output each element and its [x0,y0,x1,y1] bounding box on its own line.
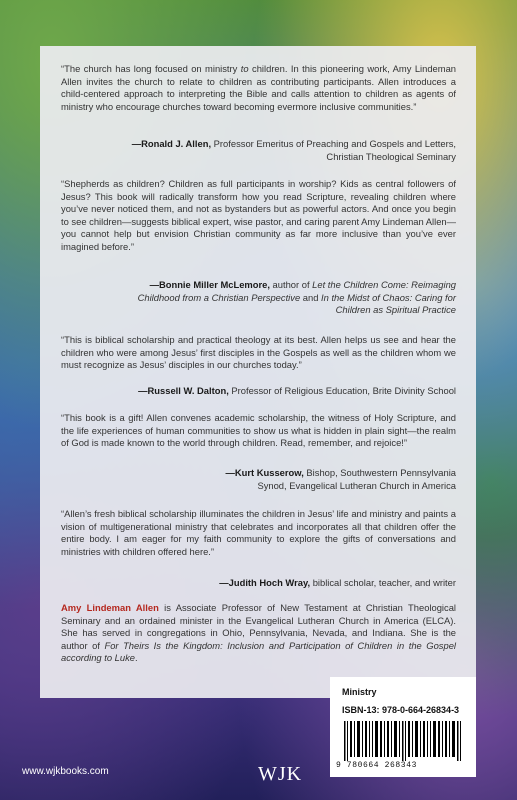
publisher-website: www.wjkbooks.com [22,766,109,777]
blurb-quote-2: “Shepherds as children? Children as full participants in worship? Kids as central followers of Jesus? This book will radically transform how you read Scripture, revealing children where you’ve never noticed them, and not as bystanders but as powerful actors. And once you begin to see children—suggests biblical expert, wise pastor, and caring parent Amy Lindeman Allen—you cannot help but envision Christian community as far more inclusive than you’ve ever imagined before.” [61,178,457,252]
endorser-name: —Judith Hoch Wray, [219,577,311,588]
blurb-quote-5: “Allen’s fresh biblical scholarship illuminates the children in Jesus’ life and ministry and paints a vision of multigenerational ministry that celebrates and incorporates all that children offer the entire body. I am eager for my faith community to explore the gifts of conversations and ministries with children offered here.” [61,508,456,557]
book-title: For Theirs Is the Kingdom: Inclusion and Participation of Children in the Gospel according to Luke [61,639,456,664]
endorser-credit: Professor of Religious Education, Brite Divinity School [228,385,456,396]
book-title: Let the Children Come: Reimaging Childhood from a Christian Perspective [137,279,456,303]
book-title: In the Midst of Chaos: Caring for Children as Spiritual Practice [321,291,456,316]
category-label: Ministry [342,687,377,697]
blurb-attribution-4 [206,467,456,492]
blurb-attribution-3 [126,385,456,398]
author-bio-text: is Associate Professor of New Testament at Christian Theological Seminary and an ordained minister in the Evangelical Lutheran Church in America (ELCA). She has served in congregations in Ohio, Pennsylvania, Nevada, and Indiana. She is the author of [61,602,456,651]
endorser-credit: Professor Emeritus of Preaching and Gospels and Letters, Christian Theological Seminary [211,138,456,162]
author-bio-text: . [135,652,138,664]
endorser-credit: biblical scholar, teacher, and writer [310,577,456,588]
isbn-label: ISBN-13: 978-0-664-26834-3 [342,705,460,715]
barcode-box [330,677,476,777]
blurb-quote-3: “This is biblical scholarship and practical theology at its best. Allen helps us see and hear the children who were among Jesus’ first disciples in the Gospels as well as the children whom we must recognize as Jesus’ disciples in our churches today.” [61,334,456,371]
endorser-name: —Bonnie Miller McLemore, [149,279,270,290]
author-bio [61,602,456,665]
quote-text: “The church has long focused on ministry [61,63,241,74]
blurb-attribution-2 [111,279,456,317]
blurb-attribution-5 [126,577,456,590]
publisher-logo: WJK [258,763,303,785]
endorser-name: —Kurt Kusserow, [225,467,304,478]
author-name: Amy Lindeman Allen [61,602,159,613]
blurb-quote-1 [61,63,456,113]
blurb-quote-4: “This book is a gift! Allen convenes academic scholarship, the witness of Holy Scripture, and the life experiences of human communities to show us what is hidden in plain sight—the realm of God is made known to the world through children. Read, remember, and rejoice!” [61,412,456,449]
quote-text: children. In this pioneering work, Amy Lindeman Allen invites the church to relate to children as contributing participants. Allen introduces a child-centered approach to interpreting the Bible and calls attention to children as agents of ministry who encourage churches toward becoming evermore inclusive communities.” [61,63,457,112]
barcode-digits: 9 780664 268343 [336,761,418,770]
barcode-icon [344,721,462,761]
quote-emphasis: to [240,63,249,74]
endorser-credit: and [300,291,322,303]
endorser-credit: Bishop, Southwestern Pennsylvania Synod, Evangelical Lutheran Church in America [257,467,456,491]
endorser-name: —Ronald J. Allen, [131,138,212,149]
endorser-credit: author of [269,279,313,290]
blurb-attribution-1 [126,138,456,163]
endorser-name: —Russell W. Dalton, [138,385,229,396]
